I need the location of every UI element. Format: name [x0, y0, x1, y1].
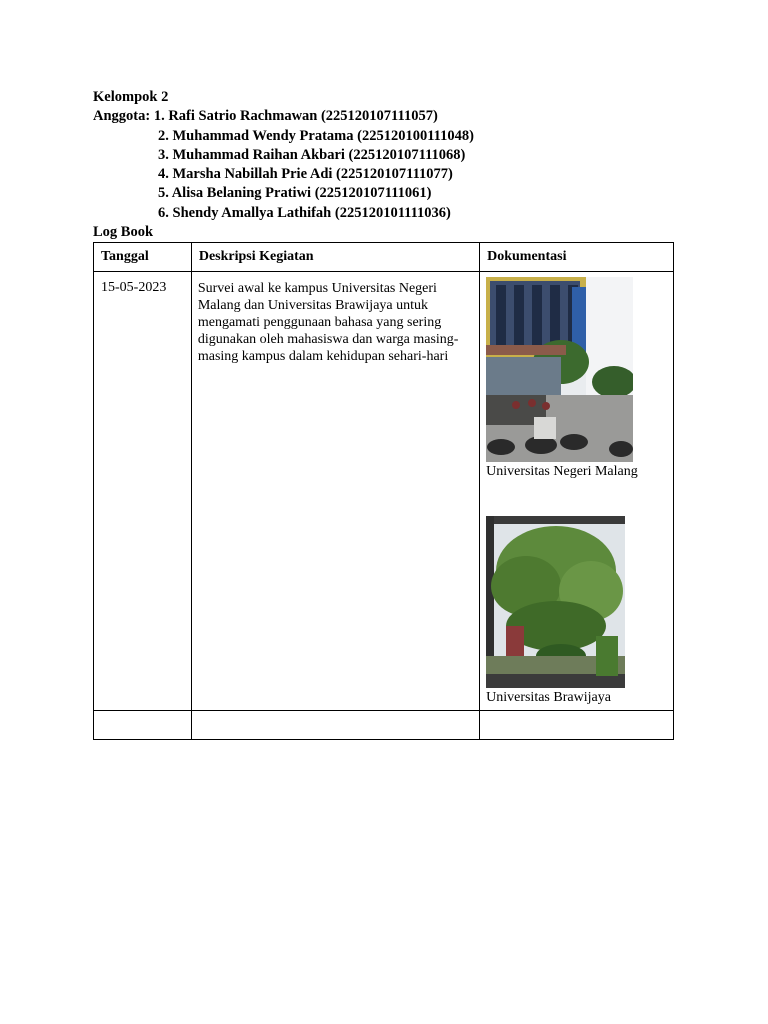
table-row — [94, 272, 674, 711]
empty-cell — [191, 711, 479, 740]
logbook-title: Log Book — [93, 224, 154, 241]
photo-universitas-brawijaya — [486, 516, 625, 688]
member-3: 3. Muhammad Raihan Akbari (225120107111068) — [158, 146, 466, 163]
header-tanggal: Tanggal — [94, 243, 192, 272]
member-1: 1. Rafi Satrio Rachmawan (225120107111057) — [153, 108, 438, 125]
photo-caption-1: Universitas Negeri Malang — [486, 464, 638, 479]
member-2: 2. Muhammad Wendy Pratama (225120100111048) — [158, 127, 474, 144]
empty-cell — [94, 711, 192, 740]
members-label: Anggota: — [93, 108, 151, 125]
row-description: Survei awal ke kampus Universitas Negeri Malang dan Universitas Brawijaya untuk mengamati penggunaan bahasa yang sering digunakan oleh mahasiswa dan warga masing-masing kampus dalam kehidupan sehari-hari — [191, 272, 479, 711]
photo-universitas-negeri-malang — [486, 277, 633, 462]
group-title: Kelompok 2 — [93, 89, 169, 105]
member-line-1 — [93, 107, 474, 126]
table-header-row — [94, 243, 674, 272]
header-deskripsi: Deskripsi Kegiatan — [191, 243, 479, 272]
member-4: 4. Marsha Nabillah Prie Adi (225120107111077) — [158, 166, 453, 183]
member-5: 5. Alisa Belaning Pratiwi (225120107111061) — [158, 185, 432, 202]
row-date: 15-05-2023 — [94, 272, 192, 711]
photo-caption-2: Universitas Brawijaya — [486, 690, 611, 705]
group-header — [93, 88, 474, 242]
logbook-table — [93, 242, 674, 740]
member-6: 6. Shendy Amallya Lathifah (225120101111036) — [158, 204, 451, 221]
table-row-empty — [94, 711, 674, 740]
empty-cell — [480, 711, 674, 740]
header-dokumentasi: Dokumentasi — [480, 243, 674, 272]
row-documentation — [480, 272, 674, 711]
